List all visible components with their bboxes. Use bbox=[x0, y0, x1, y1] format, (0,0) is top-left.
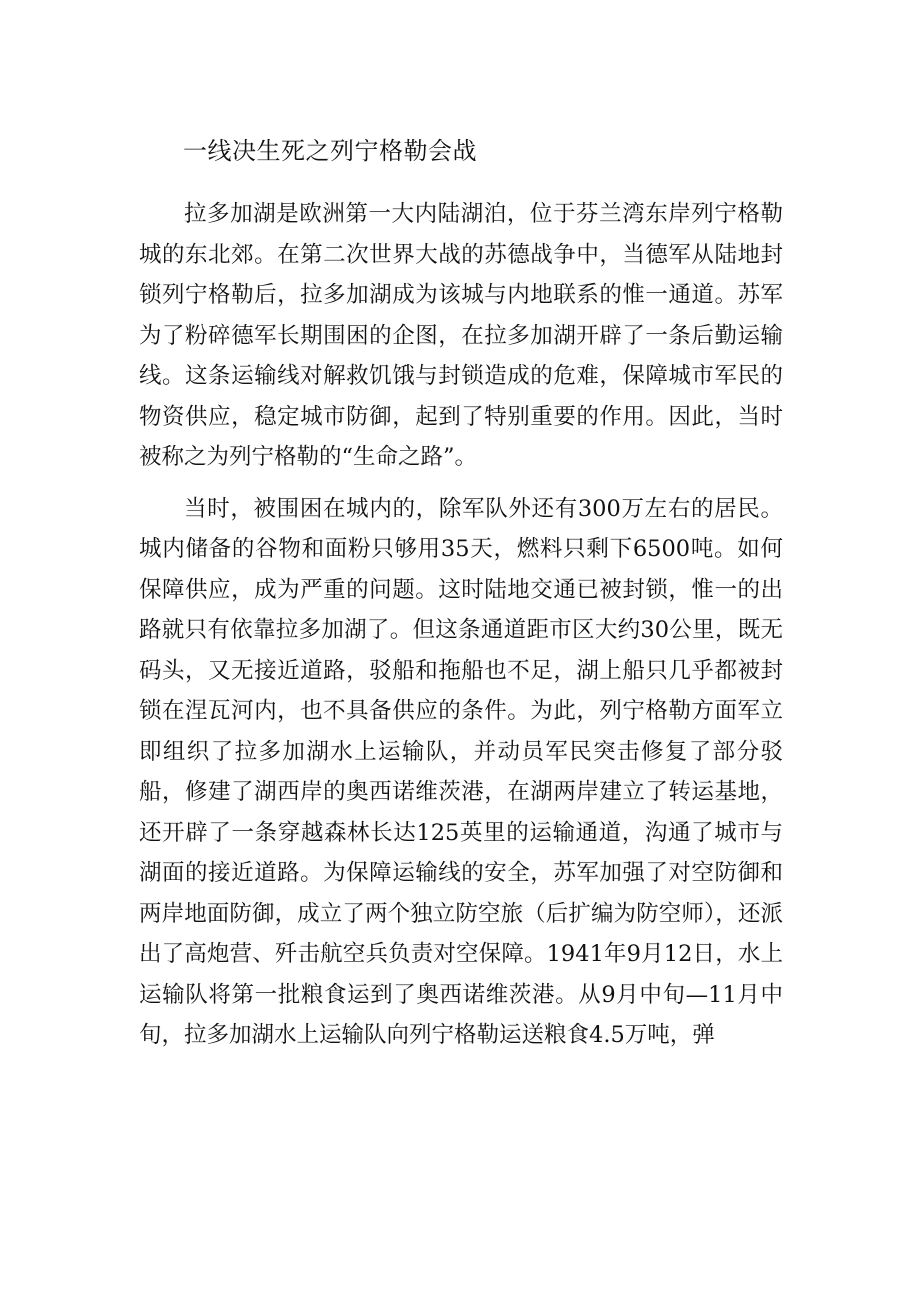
paragraph-2: 当时，被围困在城内的，除军队外还有300万左右的居民。城内储备的谷物和面粉只够用35天，燃料只剩下6500吨。如何保障供应，成为严重的问题。这时陆地交通已被封锁，惟一的出路就只有依靠拉多加湖了。但这条通道距市区大约30公里，既无码头，又无接近道路，驳船和拖船也不足，湖上船只几乎都被封锁在涅瓦河内，也不具备供应的条件。为此，列宁格勒方面军立即组织了拉多加湖水上运输队，并动员军民突击修复了部分驳船，修建了湖西岸的奥西诺维茨港，在湖两岸建立了转运基地，还开辟了一条穿越森林长达125英里的运输通道，沟通了城市与湖面的接近道路。为保障运输线的安全，苏军加强了对空防御和两岸地面防御，成立了两个独立防空旅（后扩编为防空师），还派出了高炮营、歼击航空兵负责对空保障。1941年9月12日，水上运输队将第一批粮食运到了奥西诺维茨港。从9月中旬—11月中旬，拉多加湖水上运输队向列宁格勒运送粮食4.5万吨，弹 bbox=[139, 495, 783, 1048]
document-body bbox=[139, 194, 783, 1067]
paragraph-1: 拉多加湖是欧洲第一大内陆湖泊，位于芬兰湾东岸列宁格勒城的东北郊。在第二次世界大战的苏德战争中，当德军从陆地封锁列宁格勒后，拉多加湖成为该城与内地联系的惟一通道。苏军为了粉碎德军长期围困的企图，在拉多加湖开辟了一条后勤运输线。这条运输线对解救饥饿与封锁造成的危难，保障城市军民的物资供应，稳定城市防御，起到了特别重要的作用。因此，当时被称之为列宁格勒的“生命之路”。 bbox=[139, 201, 783, 470]
document-title: 一线决生死之列宁格勒会战 bbox=[183, 137, 477, 165]
